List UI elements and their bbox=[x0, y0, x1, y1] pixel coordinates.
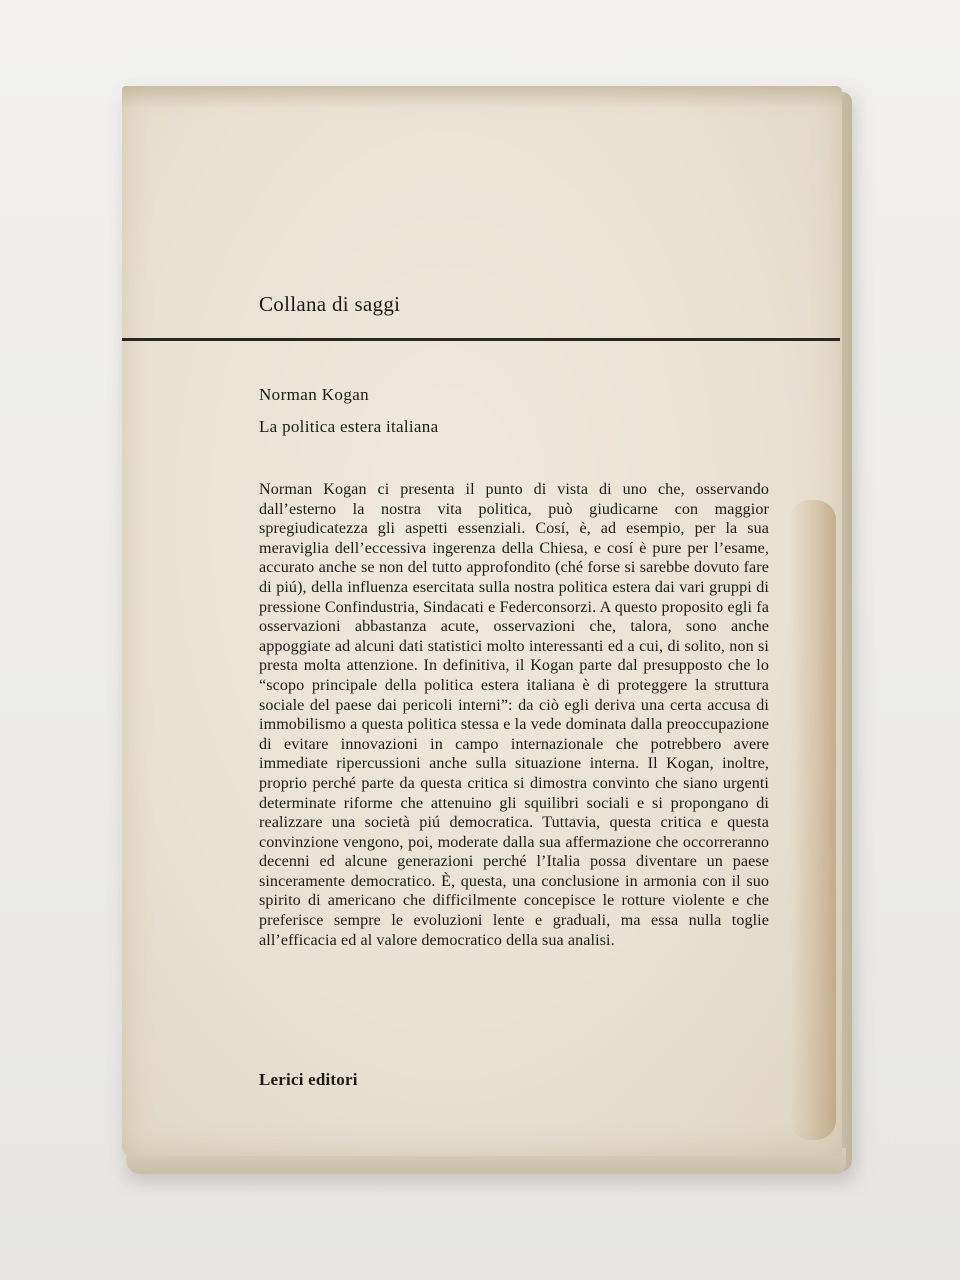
book-title: La politica estera italiana bbox=[259, 417, 439, 436]
cover-right-stain bbox=[790, 500, 836, 1140]
blurb-text: Norman Kogan ci presenta il punto di vista di uno che, osservando dall’esterno la nostra vita politica, può giudicarne con maggior spregiudicatezza gli aspetti essenziali. Cosí, è, ad esempio, per la sua meraviglia dell’eccessiva ingerenza della Chiesa, e cosí è pure per l’esame, accurato anche se non del tutto approfondito (ché forse si sarebbe dovuto fare di piú), della influenza esercitata sulla nostra politica estera dai vari gruppi di pressione Confindustria, Sindacati e Federconsorzi. A questo proposito egli fa osservazioni abbastanza acute, osservazioni che, talora, sono anche appoggiate ad alcuni dati statistici molto interessanti ed a cui, di solito, non si presta molta attenzione. In definitiva, il Kogan parte dal presupposto che lo “scopo principale della politica estera italiana è di proteggere la struttura sociale del paese dai pericoli interni”: da ciò egli deriva una certa accusa di immobilismo a questa politica stessa e la vede dominata dalla preoccupazione di evitare innovazioni in campo internazionale che potrebbero avere immediate ripercussioni anche sulla situazione interna. Il Kogan, inoltre, proprio perché parte da questa critica si dimostra convinto che siano urgenti determinate riforme che attenuino gli squilibri sociali e si propongano di realizzare una società piú democratica. Tuttavia, questa critica e questa convinzione vengono, poi, moderate dalla sua affermazione che occorreranno decenni ed alcune generazioni perché l’Italia possa diventare un paese sinceramente democratico. È, questa, una conclusione in armonia con il suo spirito di americano che difficilmente concepisce le rotture violente e che preferisce sempre le evoluzioni lente e graduali, ma essa nulla toglie all’efficacia ed al valore democratico della sua analisi. bbox=[259, 481, 769, 949]
author-name: Norman Kogan bbox=[259, 385, 370, 404]
publisher-name: Lerici editori bbox=[259, 1070, 358, 1089]
horizontal-rule bbox=[122, 338, 840, 341]
series-title: Collana di saggi bbox=[259, 292, 401, 316]
cover-top-wear bbox=[122, 86, 842, 108]
